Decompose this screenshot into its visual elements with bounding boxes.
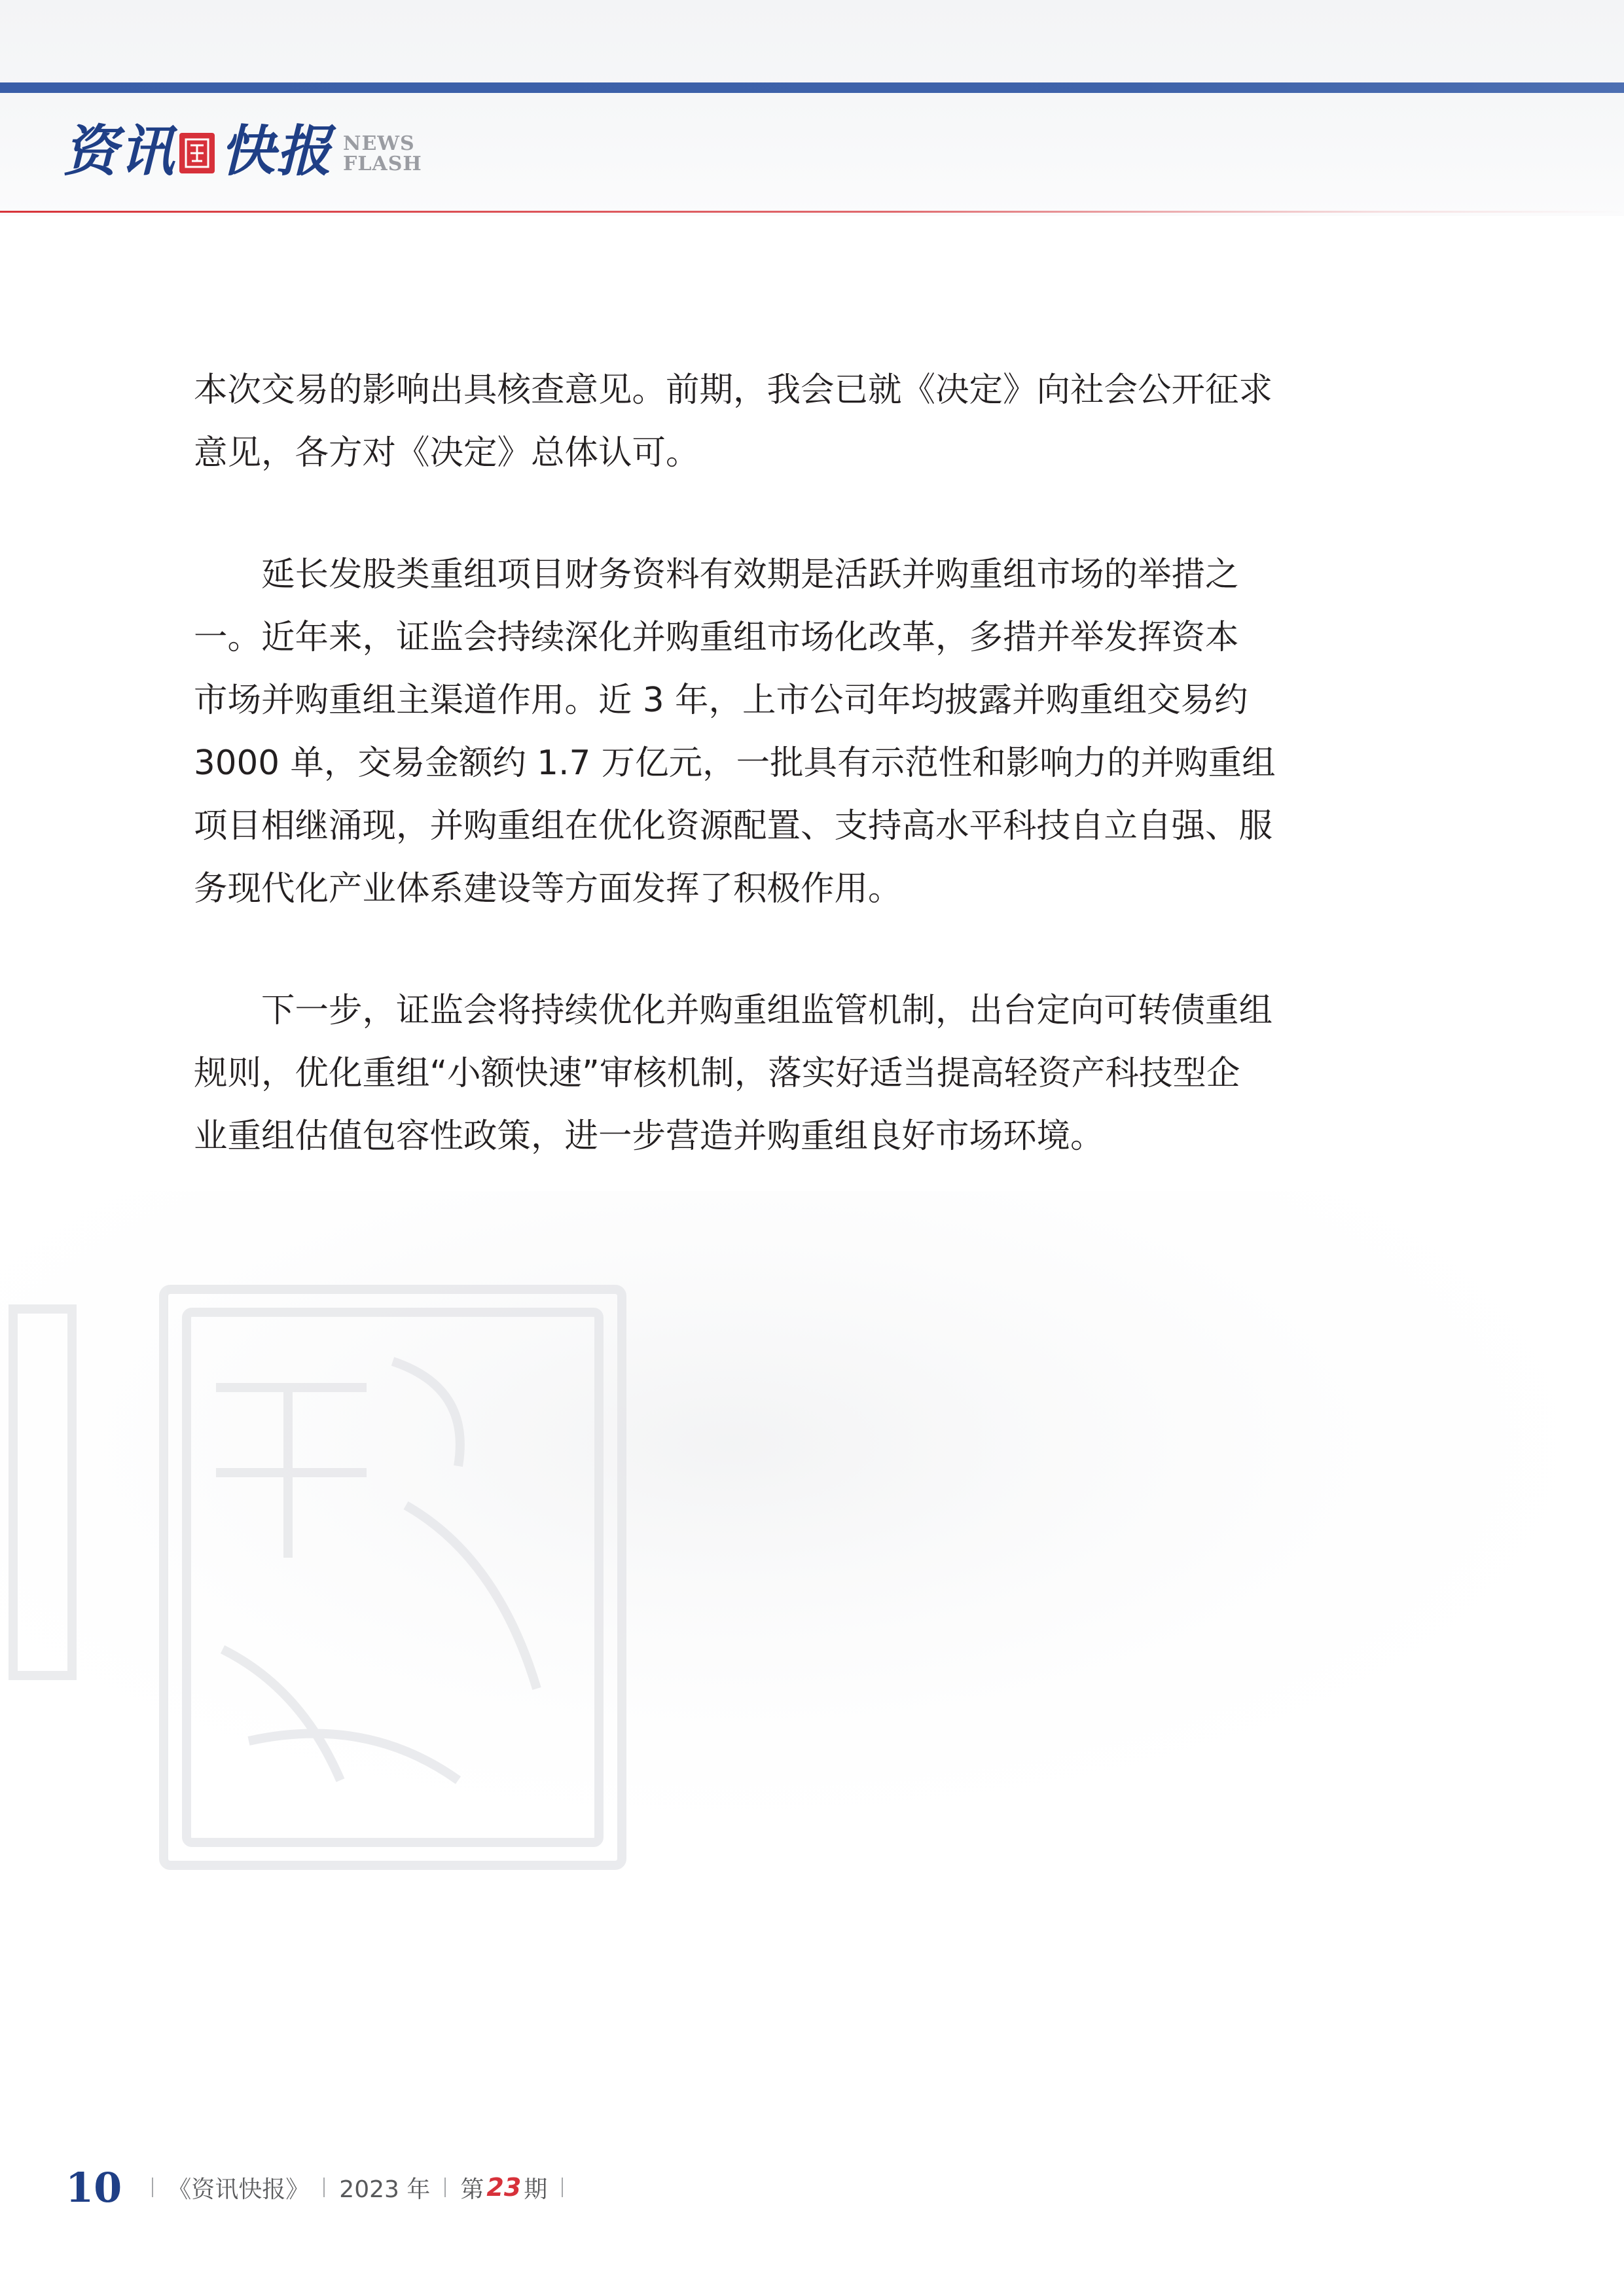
brand-english-line2: FLASH bbox=[343, 152, 422, 175]
text-line: 延长发股类重组项目财务资料有效期是活跃并购重组市场的举措之 bbox=[194, 555, 1239, 594]
footer-separator bbox=[323, 2178, 325, 2197]
text-line: 业重组估值包容性政策，进一步营造并购重组良好市场环境。 bbox=[194, 1117, 1104, 1156]
brand-english-line1: NEWS bbox=[343, 132, 415, 155]
seal-icon bbox=[179, 133, 215, 173]
brand-title-part1: 资讯 bbox=[63, 118, 176, 183]
seal-watermark-icon bbox=[0, 1191, 1624, 1911]
issue-number: 23 bbox=[486, 2173, 522, 2202]
issue-suffix: 期 bbox=[524, 2176, 548, 2203]
footer-separator bbox=[562, 2178, 563, 2197]
paragraph-3 bbox=[194, 979, 1414, 1168]
text-line: 规则，优化重组“小额快速”审核机制，落实好适当提高轻资产科技型企 bbox=[194, 1054, 1240, 1093]
masthead bbox=[63, 115, 422, 187]
article-body bbox=[194, 359, 1414, 1168]
publication-year: 2023 年 bbox=[339, 2176, 431, 2203]
text-line: 一。近年来，证监会持续深化并购重组市场化改革，多措并举发挥资本 bbox=[194, 618, 1239, 657]
text-line: 3000 单，交易金额约 1.7 万亿元，一批具有示范性和影响力的并购重组 bbox=[194, 744, 1276, 783]
text-line: 本次交易的影响出具核查意见。前期，我会已就《决定》向社会公开征求 bbox=[194, 370, 1273, 410]
header-divider bbox=[0, 211, 1624, 213]
footer-separator bbox=[444, 2178, 446, 2197]
text-line: 下一步，证监会将持续优化并购重组监管机制，出台定向可转债重组 bbox=[194, 991, 1273, 1030]
brand-english bbox=[343, 128, 422, 174]
text-line: 项目相继涌现，并购重组在优化资源配置、支持高水平科技自立自强、服 bbox=[194, 806, 1273, 846]
page-number: 10 bbox=[65, 2163, 122, 2212]
publication-name: 《资讯快报》 bbox=[168, 2176, 310, 2203]
page-footer bbox=[65, 2161, 577, 2214]
footer-separator bbox=[152, 2178, 153, 2197]
paragraph-2 bbox=[194, 543, 1414, 920]
text-line: 市场并购重组主渠道作用。近 3 年，上市公司年均披露并购重组交易约 bbox=[194, 681, 1248, 720]
text-line: 意见，各方对《决定》总体认可。 bbox=[194, 433, 700, 473]
brand-title-part2: 快报 bbox=[220, 118, 333, 183]
page-header bbox=[0, 0, 1624, 216]
header-top-bar bbox=[0, 82, 1624, 93]
paragraph-1 bbox=[194, 359, 1414, 484]
text-line: 务现代化产业体系建设等方面发挥了积极作用。 bbox=[194, 869, 902, 908]
issue-prefix: 第 bbox=[460, 2176, 484, 2203]
